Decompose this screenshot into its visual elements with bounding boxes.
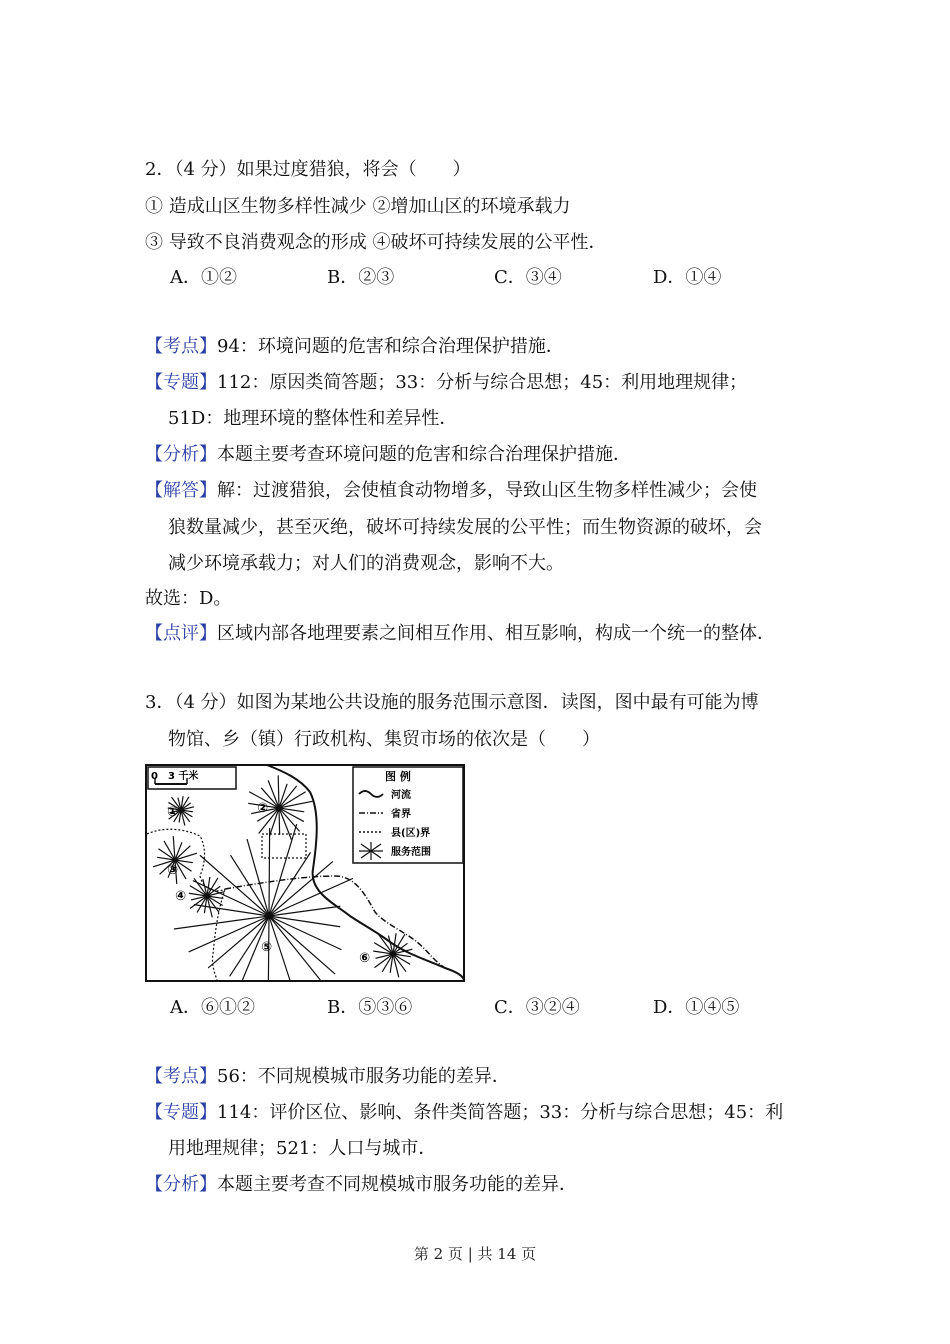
legend-county-border: 县(区)界 xyxy=(391,828,431,839)
legend-province-border: 省界 xyxy=(391,809,411,820)
q3-option-d: D．①④⑤ xyxy=(653,997,740,1018)
service-ray xyxy=(269,828,270,916)
service-range-map xyxy=(145,764,465,982)
kaodian-text: 94：环境问题的危害和综合治理保护措施． xyxy=(217,336,564,357)
marker-3: ③ xyxy=(167,863,179,878)
jieda-tag: 【解答】 xyxy=(145,480,217,501)
q2-statement-3-4: ③ 导致不良消费观念的形成 ④破坏可持续发展的公平性． xyxy=(145,232,607,253)
zhuanti-text: 114：评价区位、影响、条件类简答题；33：分析与综合思想；45：利 xyxy=(217,1102,784,1123)
q3-option-a: A．⑥①② xyxy=(170,997,255,1018)
q3-stem-cont: 物馆、乡（镇）行政机构、集贸市场的依次是（ ） xyxy=(168,729,600,750)
q2-zhuanti-cont: 51D：地理环境的整体性和差异性． xyxy=(168,408,458,429)
service-ray xyxy=(278,775,279,808)
kaodian-tag: 【考点】 xyxy=(145,336,217,357)
scale-bar xyxy=(148,767,236,789)
fenxi-tag: 【分析】 xyxy=(145,444,217,465)
dianping-text: 区域内部各地理要素之间相互作用、相互影响，构成一个统一的整体． xyxy=(217,623,775,644)
q2-option-b: B．②③ xyxy=(327,267,395,288)
legend-title: 图 例 xyxy=(385,770,411,783)
marker-5: ⑤ xyxy=(261,940,273,955)
q2-answer: 故选：D。 xyxy=(145,588,232,609)
q3-fenxi xyxy=(145,1173,577,1197)
kaodian-text: 56：不同规模城市服务功能的差异． xyxy=(217,1066,510,1087)
q3-option-b: B．⑤③⑥ xyxy=(327,997,413,1018)
marker-6: ⑥ xyxy=(359,951,371,966)
q2-option-a: A．①② xyxy=(170,267,237,288)
marker-1: ① xyxy=(167,805,179,820)
service-ray xyxy=(279,808,280,835)
q2-option-d: D．①④ xyxy=(653,267,722,288)
q2-stem: 2．（4 分）如果过度猎狼，将会（ ） xyxy=(145,159,471,180)
q3-kaodian xyxy=(145,1065,510,1089)
zhuanti-text: 112：原因类简答题；33：分析与综合思想；45：利用地理规律； xyxy=(217,372,748,393)
q2-fenxi xyxy=(145,443,631,467)
marker-2: ② xyxy=(257,801,269,816)
q2-jieda xyxy=(145,479,757,503)
q2-option-c: C．③④ xyxy=(494,267,562,288)
fenxi-tag: 【分析】 xyxy=(145,1174,217,1195)
legend-river: 河流 xyxy=(391,790,411,801)
legend-service-range: 服务范围 xyxy=(391,847,431,858)
scale-label: 0 3 千米 xyxy=(151,771,199,782)
q2-zhuanti xyxy=(145,371,747,395)
q2-dianping xyxy=(145,622,775,646)
zhuanti-tag: 【专题】 xyxy=(145,1102,217,1123)
q3-zhuanti xyxy=(145,1101,783,1125)
q3-stem: 3．（4 分）如图为某地公共设施的服务范围示意图．读图，图中最有可能为博 xyxy=(145,692,759,713)
fenxi-text: 本题主要考查环境问题的危害和综合治理保护措施． xyxy=(217,444,631,465)
dianping-tag: 【点评】 xyxy=(145,623,217,644)
marker-4: ④ xyxy=(175,889,187,904)
fenxi-text: 本题主要考查不同规模城市服务功能的差异． xyxy=(217,1174,577,1195)
page-footer: 第 2 页 | 共 14 页 xyxy=(413,1245,537,1263)
zhuanti-tag: 【专题】 xyxy=(145,372,217,393)
q3-option-c: C．③②④ xyxy=(494,997,580,1018)
q2-kaodian xyxy=(145,335,564,359)
q3-zhuanti-cont: 用地理规律；521：人口与城市． xyxy=(168,1138,437,1159)
jieda-text: 解：过渡猎狼，会使植食动物增多，导致山区生物多样性减少；会使 xyxy=(217,480,757,501)
q2-jieda-cont-1: 狼数量减少，甚至灭绝，破坏可持续发展的公平性；而生物资源的破坏，会 xyxy=(168,517,762,538)
map-legend xyxy=(353,767,463,863)
q2-jieda-cont-2: 减少环境承载力；对人们的消费观念，影响不大。 xyxy=(168,553,564,574)
kaodian-tag: 【考点】 xyxy=(145,1066,217,1087)
q2-statement-1-2: ① 造成山区生物多样性减少 ②增加山区的环境承载力 xyxy=(145,196,571,217)
